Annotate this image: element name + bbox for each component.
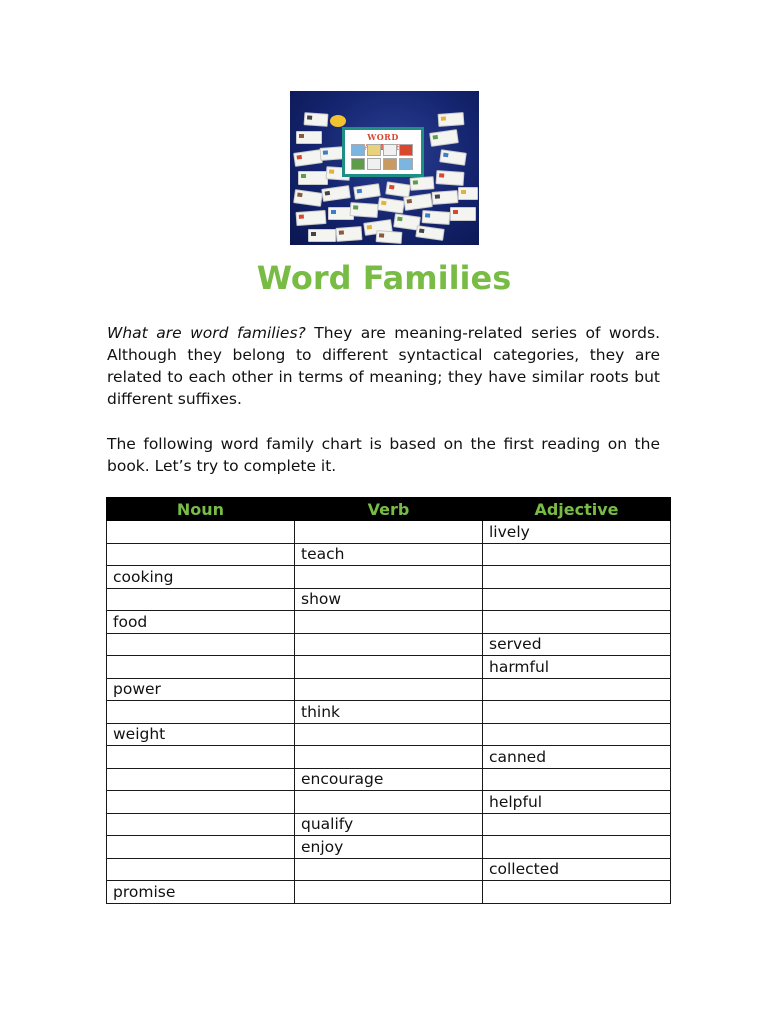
word-card-picture — [389, 185, 395, 190]
verb-cell: encourage — [295, 768, 483, 791]
adjective-cell[interactable] — [483, 678, 671, 701]
adjective-cell: harmful — [483, 656, 671, 679]
instructions-paragraph: The following word family chart is based on the first reading on the book. Let’s try to complete it. — [107, 435, 660, 475]
adjective-cell[interactable] — [483, 566, 671, 589]
noun-cell: promise — [107, 881, 295, 904]
word-card — [410, 176, 435, 191]
box-picture-cell — [351, 158, 365, 170]
box-picture-cell — [367, 144, 381, 156]
word-card — [377, 197, 405, 213]
table-row — [107, 813, 671, 836]
word-card — [350, 202, 379, 218]
word-card — [298, 171, 328, 185]
adjective-cell[interactable] — [483, 723, 671, 746]
word-card — [296, 210, 327, 226]
adjective-cell[interactable] — [483, 768, 671, 791]
verb-cell[interactable] — [295, 611, 483, 634]
table-row — [107, 611, 671, 634]
word-card — [293, 189, 323, 207]
game-box — [342, 127, 424, 177]
noun-cell: food — [107, 611, 295, 634]
word-card — [415, 225, 444, 241]
adjective-cell[interactable] — [483, 611, 671, 634]
word-card-picture — [331, 210, 336, 214]
word-card — [385, 181, 411, 197]
adjective-cell[interactable] — [483, 543, 671, 566]
word-card-picture — [461, 190, 466, 194]
word-card-picture — [311, 232, 316, 236]
verb-cell: teach — [295, 543, 483, 566]
table-row — [107, 723, 671, 746]
adjective-cell[interactable] — [483, 701, 671, 724]
word-card — [436, 170, 465, 186]
table-row — [107, 881, 671, 904]
word-card-picture — [435, 194, 440, 198]
noun-cell: cooking — [107, 566, 295, 589]
verb-cell: show — [295, 588, 483, 611]
noun-cell[interactable] — [107, 768, 295, 791]
noun-cell[interactable] — [107, 656, 295, 679]
box-picture-cell — [399, 144, 413, 156]
intro-text: They are meaning-related series of words. Although they belong to different syntactical categories, they are related to each other in terms of meaning; they have similar roots but different suffixes. — [107, 324, 660, 408]
box-picture-cell — [367, 158, 381, 170]
noun-cell[interactable] — [107, 791, 295, 814]
noun-cell[interactable] — [107, 836, 295, 859]
word-card-picture — [397, 217, 403, 222]
word-card-picture — [299, 134, 304, 138]
word-card — [296, 131, 322, 144]
word-family-chart — [106, 497, 671, 904]
word-card — [438, 112, 465, 127]
table-row — [107, 768, 671, 791]
verb-cell: qualify — [295, 813, 483, 836]
word-card-picture — [301, 174, 306, 178]
word-card-picture — [329, 169, 334, 173]
table-row — [107, 701, 671, 724]
adjective-cell[interactable] — [483, 813, 671, 836]
header-adjective: Adjective — [483, 498, 671, 521]
word-card — [422, 210, 451, 225]
word-card-picture — [307, 115, 312, 119]
word-card — [353, 183, 381, 199]
word-card — [304, 112, 329, 127]
verb-cell[interactable] — [295, 723, 483, 746]
word-card-picture — [297, 193, 303, 198]
verb-cell[interactable] — [295, 521, 483, 544]
word-card — [432, 190, 459, 205]
intro-question: What are word families? — [107, 324, 306, 342]
adjective-cell[interactable] — [483, 836, 671, 859]
word-card — [376, 230, 403, 244]
verb-cell[interactable] — [295, 633, 483, 656]
word-card-picture — [433, 135, 439, 140]
word-families-box-photo — [290, 91, 479, 245]
noun-cell[interactable] — [107, 858, 295, 881]
verb-cell[interactable] — [295, 881, 483, 904]
word-card-picture — [425, 213, 430, 217]
word-card-picture — [367, 225, 373, 230]
word-card-picture — [323, 150, 328, 154]
table-row — [107, 791, 671, 814]
noun-cell[interactable] — [107, 701, 295, 724]
noun-cell[interactable] — [107, 543, 295, 566]
word-card-picture — [381, 201, 387, 206]
verb-cell[interactable] — [295, 858, 483, 881]
adjective-cell: collected — [483, 858, 671, 881]
word-card — [439, 149, 467, 165]
game-box-title: WORD — [367, 132, 399, 142]
adjective-cell: canned — [483, 746, 671, 769]
table-row — [107, 633, 671, 656]
word-card-picture — [441, 116, 446, 120]
table-row — [107, 566, 671, 589]
game-badge-icon — [330, 115, 346, 127]
verb-cell: enjoy — [295, 836, 483, 859]
table-row — [107, 858, 671, 881]
page-title: Word Families — [256, 259, 512, 297]
word-card-picture — [325, 191, 331, 196]
word-card-picture — [419, 228, 425, 233]
verb-cell[interactable] — [295, 566, 483, 589]
verb-cell[interactable] — [295, 791, 483, 814]
verb-cell[interactable] — [295, 746, 483, 769]
adjective-cell[interactable] — [483, 881, 671, 904]
word-card-picture — [407, 199, 413, 204]
table-row — [107, 588, 671, 611]
word-card — [458, 187, 478, 200]
adjective-cell[interactable] — [483, 588, 671, 611]
verb-cell[interactable] — [295, 656, 483, 679]
noun-cell[interactable] — [107, 633, 295, 656]
adjective-cell: lively — [483, 521, 671, 544]
word-card-picture — [413, 180, 418, 184]
table-row — [107, 678, 671, 701]
adjective-cell: helpful — [483, 791, 671, 814]
intro-paragraph — [107, 322, 660, 410]
word-card — [293, 149, 323, 167]
header-verb: Verb — [295, 498, 483, 521]
box-picture-cell — [383, 144, 397, 156]
noun-cell: weight — [107, 723, 295, 746]
word-card — [450, 207, 476, 221]
word-card-picture — [439, 173, 444, 177]
word-card — [321, 185, 351, 202]
word-card-picture — [339, 230, 344, 234]
table-row — [107, 656, 671, 679]
adjective-cell: served — [483, 633, 671, 656]
word-card-picture — [443, 153, 449, 158]
word-card-picture — [297, 155, 303, 160]
verb-cell: think — [295, 701, 483, 724]
word-card-picture — [453, 210, 458, 214]
noun-cell[interactable] — [107, 813, 295, 836]
table-header-row — [107, 498, 671, 521]
word-card-picture — [357, 189, 363, 194]
noun-cell[interactable] — [107, 521, 295, 544]
word-card-picture — [353, 205, 358, 209]
noun-cell: power — [107, 678, 295, 701]
verb-cell[interactable] — [295, 678, 483, 701]
header-noun: Noun — [107, 498, 295, 521]
table-row — [107, 746, 671, 769]
word-card-picture — [299, 214, 304, 218]
noun-cell[interactable] — [107, 588, 295, 611]
box-picture-cell — [399, 158, 413, 170]
word-card — [308, 229, 336, 242]
noun-cell[interactable] — [107, 746, 295, 769]
box-picture-cell — [351, 144, 365, 156]
word-card — [336, 226, 363, 242]
word-card — [429, 129, 459, 147]
table-row — [107, 836, 671, 859]
table-row — [107, 543, 671, 566]
word-card-picture — [379, 233, 384, 237]
box-picture-cell — [383, 158, 397, 170]
table-row — [107, 521, 671, 544]
